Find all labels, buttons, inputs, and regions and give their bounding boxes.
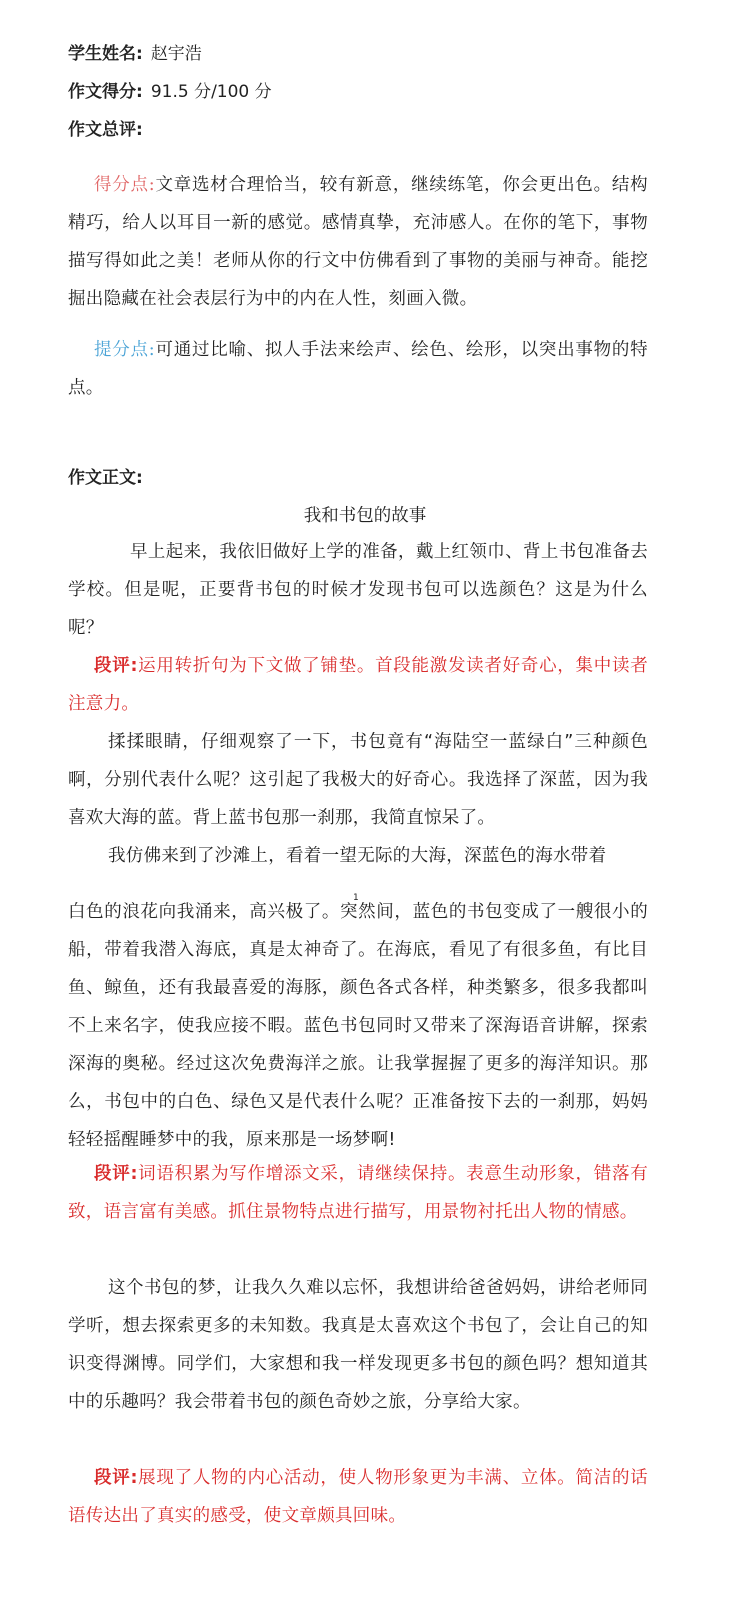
score-points-label: 得分点: — [94, 175, 155, 195]
essay-score-value: 91.5 分/100 分 — [150, 82, 272, 102]
paragraph-remark-1-label: 段评: — [94, 656, 138, 676]
essay-paragraph-2: 揉揉眼睛，仔细观察了一下，书包竟有“海陆空一蓝绿白”三种颜色啊，分别代表什么呢？这引起了我极大的好奇心。我选择了深蓝，因为我喜欢大海的蓝。背上蓝书包那一刹那，我简直惊呆了。 — [68, 732, 648, 828]
essay-paragraph-1: 早上起来，我依旧做好上学的准备，戴上红领巾、背上书包准备去学校。但是呢，正要背书包的时候才发现书包可以选颜色？这是为什么呢？ — [68, 542, 648, 638]
paragraph-remark-1-text: 运用转折句为下文做了铺垫。首段能激发读者好奇心，集中读者注意力。 — [68, 656, 648, 714]
paragraph-remark-3-label: 段评: — [94, 1468, 138, 1488]
student-name-label: 学生姓名: — [68, 44, 143, 64]
essay-paragraph-3-top: 我仿佛来到了沙滩上，看着一望无际的大海，深蓝色的海水带着 — [108, 846, 607, 866]
overall-comment-label: 作文总评: — [68, 120, 143, 140]
paragraph-remark-3-text: 展现了人物的内心活动，使人物形象更为丰满、立体。简洁的话语传达出了真实的感受，使文章颇具回味。 — [68, 1468, 648, 1526]
essay-title: 我和书包的故事 — [303, 506, 427, 526]
paragraph-remark-1 — [68, 647, 648, 723]
improve-points-paragraph — [68, 331, 648, 407]
essay-paragraph-3-continued: 白色的浪花向我涌来，高兴极了。突然间，蓝色的书包变成了一艘很小的船，带着我潜入海底，真是太神奇了。在海底，看见了有很多鱼，有比目鱼、鲸鱼，还有我最喜爱的海豚，颜色各式各样，种类繁多，很多我都叫不上来名字，使我应接不暇。蓝色书包同时又带来了深海语音讲解，探索深海的奥秘。经过这次免费海洋之旅。让我掌握握了更多的海洋知识。那么，书包中的白色、绿色又是代表什么呢？正准备按下去的一刹那，妈妈轻轻摇醒睡梦中的我，原来那是一场梦啊! — [68, 902, 648, 1150]
essay-paragraph-4: 这个书包的梦，让我久久难以忘怀，我想讲给爸爸妈妈，讲给老师同学听，想去探索更多的未知数。我真是太喜欢这个书包了，会让自己的知识变得渊博。同学们，大家想和我一样发现更多书包的颜色吗？想知道其中的乐趣吗？我会带着书包的颜色奇妙之旅，分享给大家。 — [68, 1278, 648, 1412]
essay-body-label: 作文正文: — [68, 468, 143, 488]
paragraph-remark-2 — [68, 1155, 648, 1231]
improve-points-text: 可通过比喻、拟人手法来绘声、绘色、绘形，以突出事物的特点。 — [68, 340, 648, 398]
essay-score-label: 作文得分: — [68, 82, 143, 102]
footnote-marker: 1 — [353, 893, 359, 903]
student-name-line — [68, 42, 202, 66]
paragraph-remark-3 — [68, 1459, 648, 1535]
essay-body-heading — [68, 466, 143, 490]
essay-score-line — [68, 80, 272, 104]
student-name-value: 赵宇浩 — [150, 44, 202, 64]
improve-points-label: 提分点: — [94, 340, 155, 360]
paragraph-remark-2-label: 段评: — [94, 1164, 138, 1184]
score-points-text: 文章选材合理恰当，较有新意，继续练笔，你会更出色。结构精巧，给人以耳目一新的感觉。感情真挚，充沛感人。在你的笔下，事物描写得如此之美！老师从你的行文中仿佛看到了事物的美丽与神奇。能挖掘出隐藏在社会表层行为中的内在人性，刻画入微。 — [68, 175, 648, 309]
overall-comment-heading — [68, 118, 143, 142]
score-points-paragraph — [68, 166, 648, 318]
paragraph-remark-2-text: 词语积累为写作增添文采，请继续保持。表意生动形象，错落有致，语言富有美感。抓住景物特点进行描写，用景物衬托出人物的情感。 — [68, 1164, 648, 1222]
